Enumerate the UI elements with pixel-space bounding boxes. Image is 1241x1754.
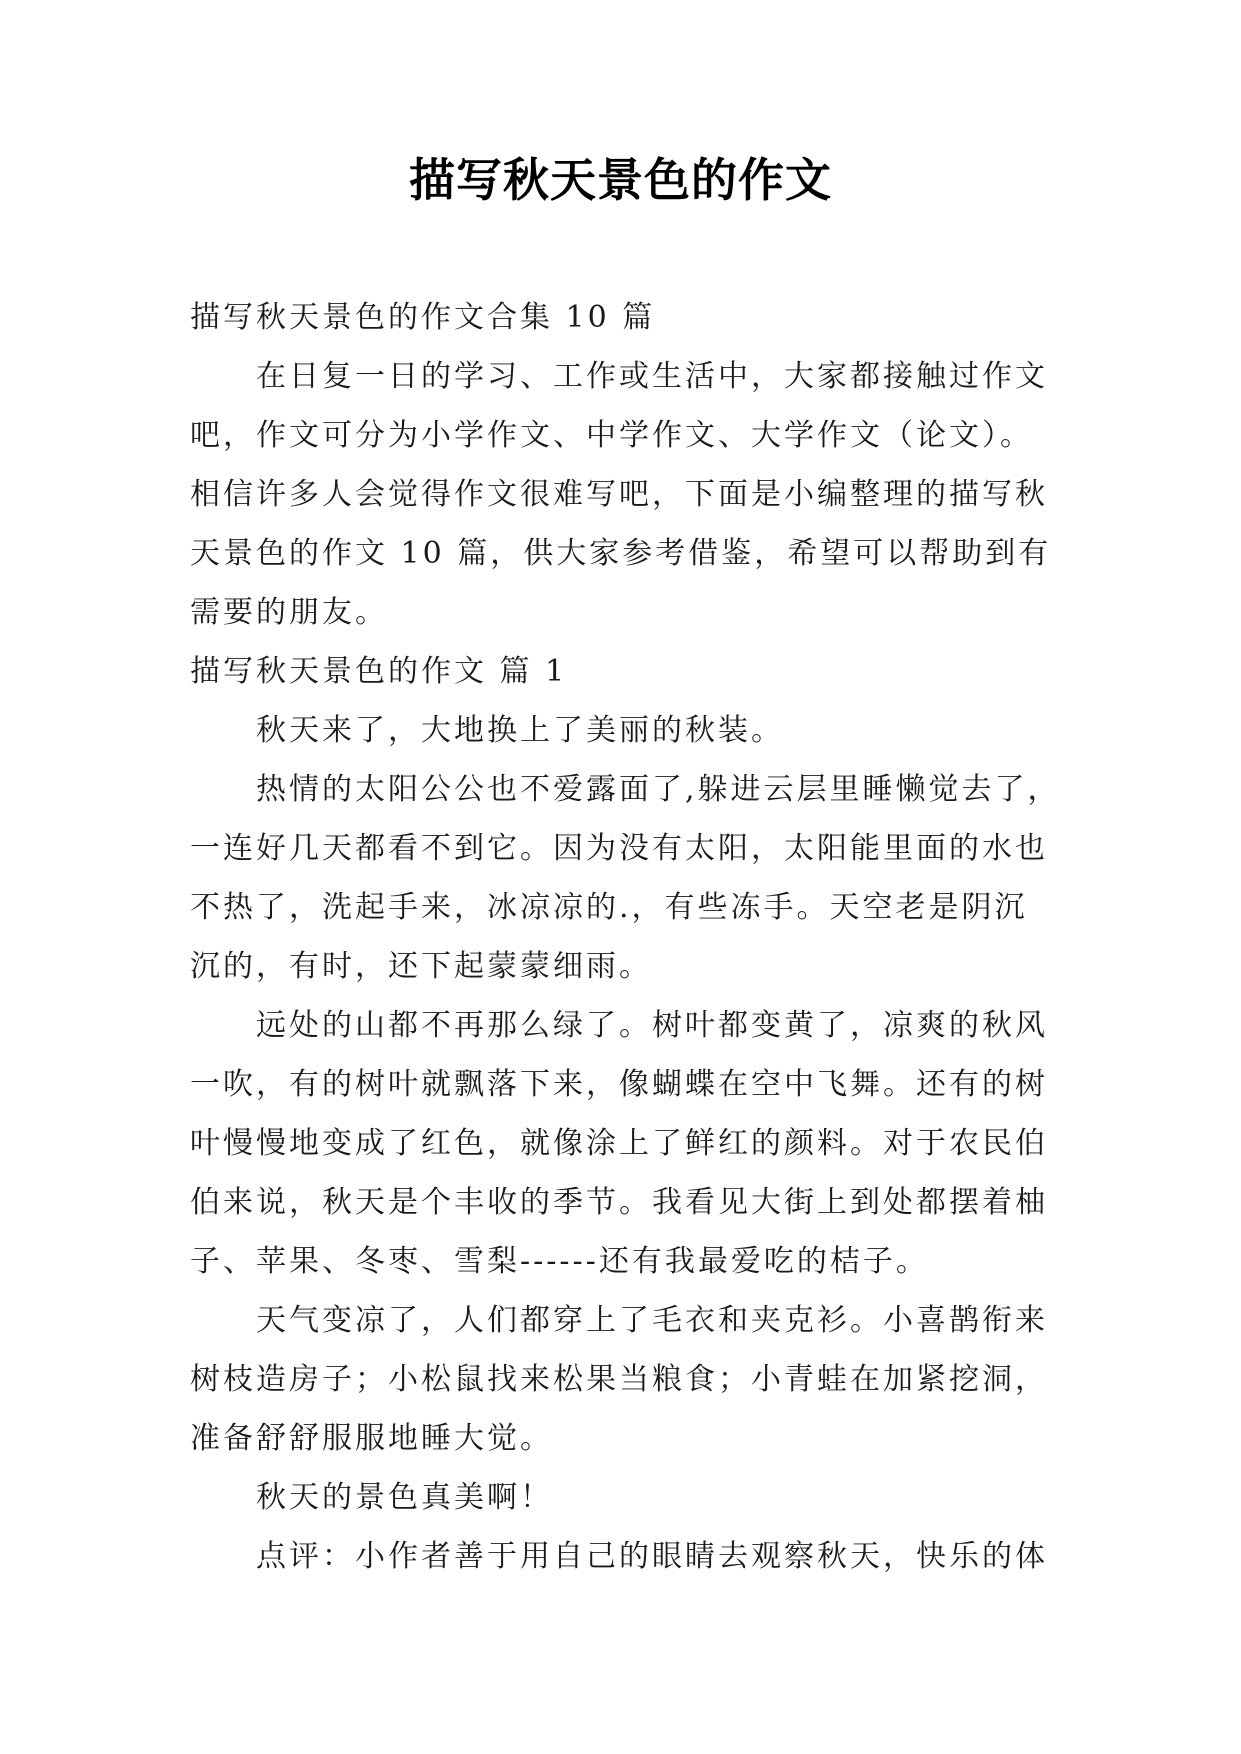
text-line: 一吹，有的树叶就飘落下来，像蝴蝶在空中飞舞。还有的树: [190, 1067, 1048, 1102]
text-line: 描写秋天景色的作文 篇 1: [190, 654, 568, 689]
text-line: 一连好几天都看不到它。因为没有太阳，太阳能里面的水也: [190, 831, 1048, 866]
document-body: [190, 288, 1060, 1586]
text-line: 秋天的景色真美啊！: [256, 1480, 553, 1515]
text-line: 子、苹果、冬枣、雪梨------还有我最爱吃的桔子。: [190, 1244, 929, 1279]
text-line: 不热了，洗起手来，冰凉凉的.，有些冻手。天空老是阴沉: [190, 890, 1028, 925]
text-line: 点评：小作者善于用自己的眼睛去观察秋天，快乐的体: [256, 1539, 1048, 1574]
text-line: 叶慢慢地变成了红色，就像涂上了鲜红的颜料。对于农民伯: [190, 1126, 1048, 1161]
text-line: 准备舒舒服服地睡大觉。: [190, 1421, 553, 1456]
text-line: 沉的，有时，还下起蒙蒙细雨。: [190, 949, 652, 984]
text-line: 树枝造房子；小松鼠找来松果当粮食；小青蛙在加紧挖洞，: [190, 1362, 1048, 1397]
text-line: 描写秋天景色的作文合集 10 篇: [190, 300, 656, 335]
text-line: 伯来说，秋天是个丰收的季节。我看见大街上到处都摆着柚: [190, 1185, 1048, 1220]
text-line: 秋天来了，大地换上了美丽的秋装。: [256, 713, 784, 748]
text-line: 热情的太阳公公也不爱露面了,躲进云层里睡懒觉去了，: [256, 772, 1061, 807]
document-title: 描写秋天景色的作文: [409, 153, 832, 207]
text-line: 在日复一日的学习、工作或生活中，大家都接触过作文: [256, 359, 1048, 394]
text-line: 需要的朋友。: [190, 595, 388, 630]
text-line: 吧，作文可分为小学作文、中学作文、大学作文（论文）。: [190, 418, 1033, 453]
text-line: 相信许多人会觉得作文很难写吧，下面是小编整理的描写秋: [190, 477, 1048, 512]
text-line: 天气变凉了，人们都穿上了毛衣和夹克衫。小喜鹊衔来: [256, 1303, 1048, 1338]
text-line: 天景色的作文 10 篇，供大家参考借鉴，希望可以帮助到有: [190, 536, 1052, 571]
text-line: 远处的山都不再那么绿了。树叶都变黄了，凉爽的秋风: [256, 1008, 1048, 1043]
